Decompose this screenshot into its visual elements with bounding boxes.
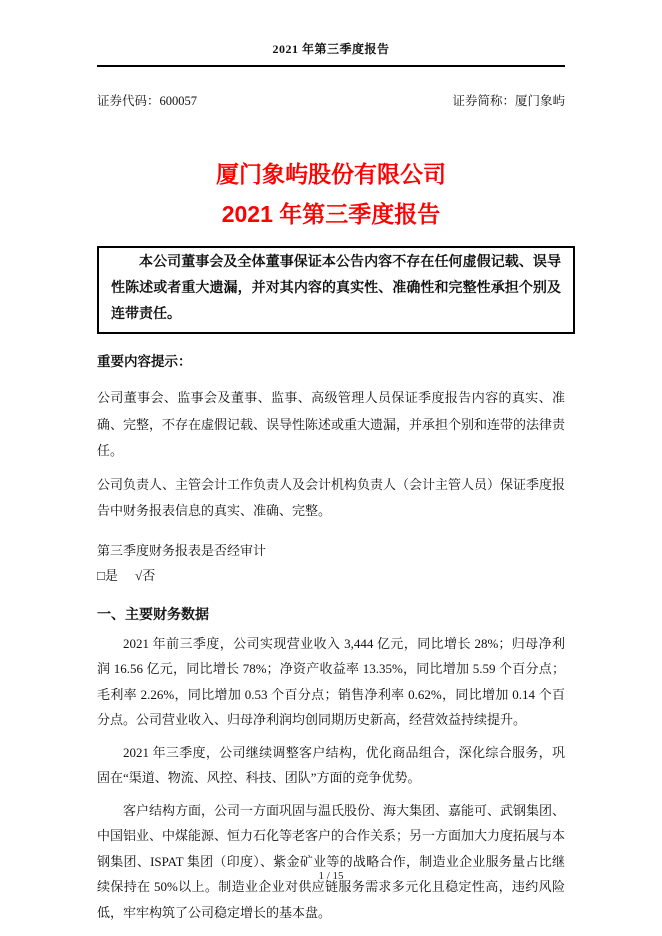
important-notice-paragraph: 公司董事会、监事会及董事、监事、高级管理人员保证季度报告内容的真实、准确、完整，不存在虚假记载、误导性陈述或重大遗漏，并承担个别和连带的法律责任。 <box>97 390 566 458</box>
financial-data-paragraph: 2021 年前三季度，公司实现营业收入 3,444 亿元，同比增长 28%；归母净利润 16.56 亿元，同比增长 78%；净资产收益率 13.35%，同比增加 5.59 个百分点；毛利率 2.26%，同比增加 0.53 个百分点；销售净利率 0.62%，同比增加 0.14 个百分点。公司营业收入、归母净利润均创同期历史新高，经营效益持续提升。 <box>97 635 565 727</box>
report-title: 2021 年第三季度报告 <box>221 201 441 227</box>
customer-structure-paragraph: 客户结构方面，公司一方面巩固与温氏股份、海大集团、嘉能可、武钢集团、中国铝业、中煤能源、恒力石化等老客户的合作关系；另一方面加大力度拓展与本钢集团、ISPAT 集团（印度）、紫金矿业等的战略合作，制造业企业服务量占比继续保持在 50%以上。制造业企业对供应链服务需求多元化且稳定性高，违约风险低，牢牢构筑了公司稳定增长的基本盘。 <box>97 802 566 920</box>
stock-short-name: 证券简称：厦门象屿 <box>452 94 565 108</box>
section-1-heading: 一、主要财务数据 <box>97 605 209 622</box>
business-strategy-paragraph: 2021 年三季度，公司继续调整客户结构，优化商品组合，深化综合服务，巩固在“渠道、物流、风控、科技、团队”方面的竞争优势。 <box>97 744 565 785</box>
important-notice-heading: 重要内容提示： <box>97 354 192 369</box>
header-rule <box>97 65 565 67</box>
running-header-title: 2021 年第三季度报告 <box>272 42 390 56</box>
audit-answer <box>97 563 565 588</box>
page-number-indicator: 1 / 15 <box>318 870 344 882</box>
audit-option-yes-checkbox: □是 <box>97 567 118 583</box>
audit-question: 第三季度财务报表是否经审计 <box>97 542 267 558</box>
stock-code: 证券代码：600057 <box>97 94 198 108</box>
company-title: 厦门象屿股份有限公司 <box>216 161 446 187</box>
stock-info-row <box>97 91 565 109</box>
page-content <box>97 0 565 925</box>
board-statement-box: 本公司董事会及全体董事保证本公告内容不存在任何虚假记载、误导性陈述或者重大遗漏，并对其内容的真实性、准确性和完整性承担个别及连带责任。 <box>97 246 575 334</box>
important-notice-paragraph: 公司负责人、主管会计工作负责人及会计机构负责人（会计主管人员）保证季度报告中财务报表信息的真实、准确、完整。 <box>97 476 566 518</box>
audit-option-no-checked: √否 <box>135 567 156 583</box>
